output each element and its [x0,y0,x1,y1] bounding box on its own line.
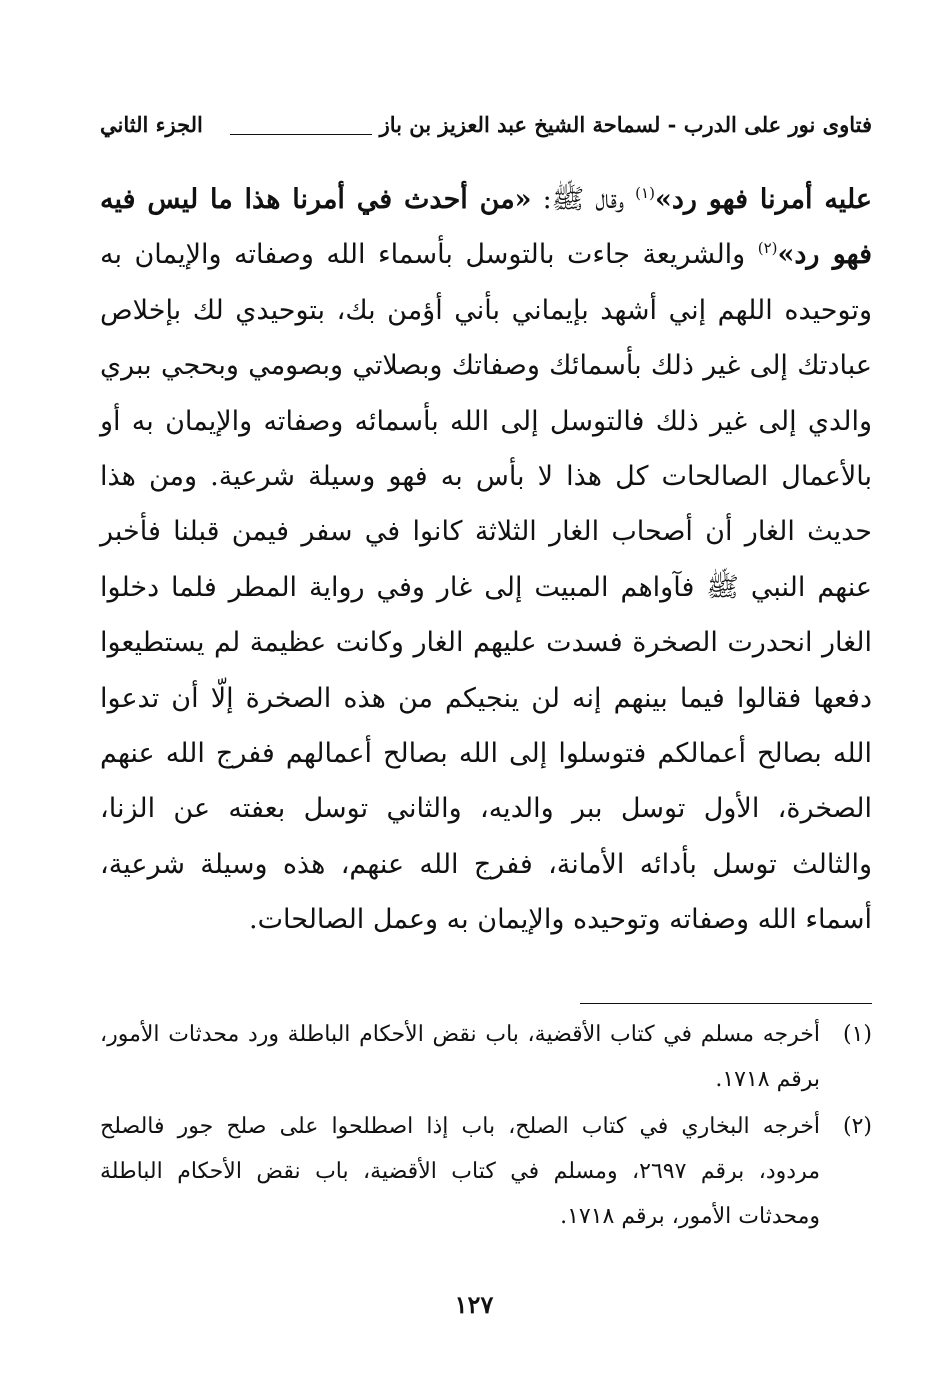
hadith-quote-1: عليه أمرنا فهو رد» [654,184,873,215]
text-segment: وقال ﷺ: [531,184,636,215]
volume-label: الجزء الثاني [100,112,203,137]
running-header [100,112,872,152]
text-segment: والشريعة جاءت بالتوسل بأسماء الله وصفاته والإيمان به وتوحيده اللهم إني أشهد بإيماني بأني أؤمن بك، بتوحيدي لك بإخلاص عبادتك إلى غير ذلك بأسمائك وصفاتك وبصلاتي وبصومي وبحجي ببري والدي إلى غير ذلك فالتوسل إلى الله بأسمائه وصفاته والإيمان به أو بالأعمال الصالحات كل هذا لا بأس به فهو وسيلة شرعية. ومن هذا حديث الغار أن أصحاب الغار الثلاثة كانوا في سفر فيمن قبلنا فأخبر عنهم النبي ﷺ فآواهم المبيت إلى غار وفي رواية المطر فلما دخلوا الغار انحدرت الصخرة فسدت عليهم الغار وكانت عظيمة لم يستطيعوا دفعها فقالوا فيما بينهم إنه لن ينجيكم من هذه الصخرة إلّا أن تدعوا الله بصالح أعمالكم فتوسلوا إلى الله بصالح أعمالهم ففرج الله عنهم الصخرة، الأول توسل ببر والديه، والثاني توسل بعفته عن الزنا، والثالث توسل بأدائه الأمانة، ففرج الله عنهم، هذه وسيلة شرعية، أسماء الله وصفاته وتوحيده والإيمان به وعمل الصالحات. [100,239,872,936]
footnote-ref-2: (٢) [757,239,778,258]
footnote-1 [100,1012,872,1102]
header-rule [230,134,372,135]
main-text [100,172,872,948]
footnote-number: (١) [842,1022,872,1047]
footnote-2 [100,1104,872,1239]
fatwa-paragraph [100,172,872,948]
footnote-ref-1: (١) [635,184,655,202]
footnotes [100,1012,872,1241]
page-number: ١٢٧ [454,1290,494,1319]
footnote-separator [580,1003,872,1004]
footnote-text: أخرجه مسلم في كتاب الأقضية، باب نقض الأحكام الباطلة ورد محدثات الأمور، برقم ١٧١٨. [100,1022,820,1092]
footnote-text: أخرجه البخاري في كتاب الصلح، باب إذا اصطلحوا على صلح جور فالصلح مردود، برقم ٢٦٩٧، ومسلم في كتاب الأقضية، باب نقض الأحكام الباطلة ومحدثات الأمور، برقم ١٧١٨. [100,1114,820,1229]
footnote-number: (٢) [842,1114,872,1139]
book-title: فتاوى نور على الدرب - لسماحة الشيخ عبد العزيز بن باز [379,112,872,137]
hadith-quote-2: «من أحدث في أمرنا هذا ما ليس فيه فهو رد» [100,184,873,271]
